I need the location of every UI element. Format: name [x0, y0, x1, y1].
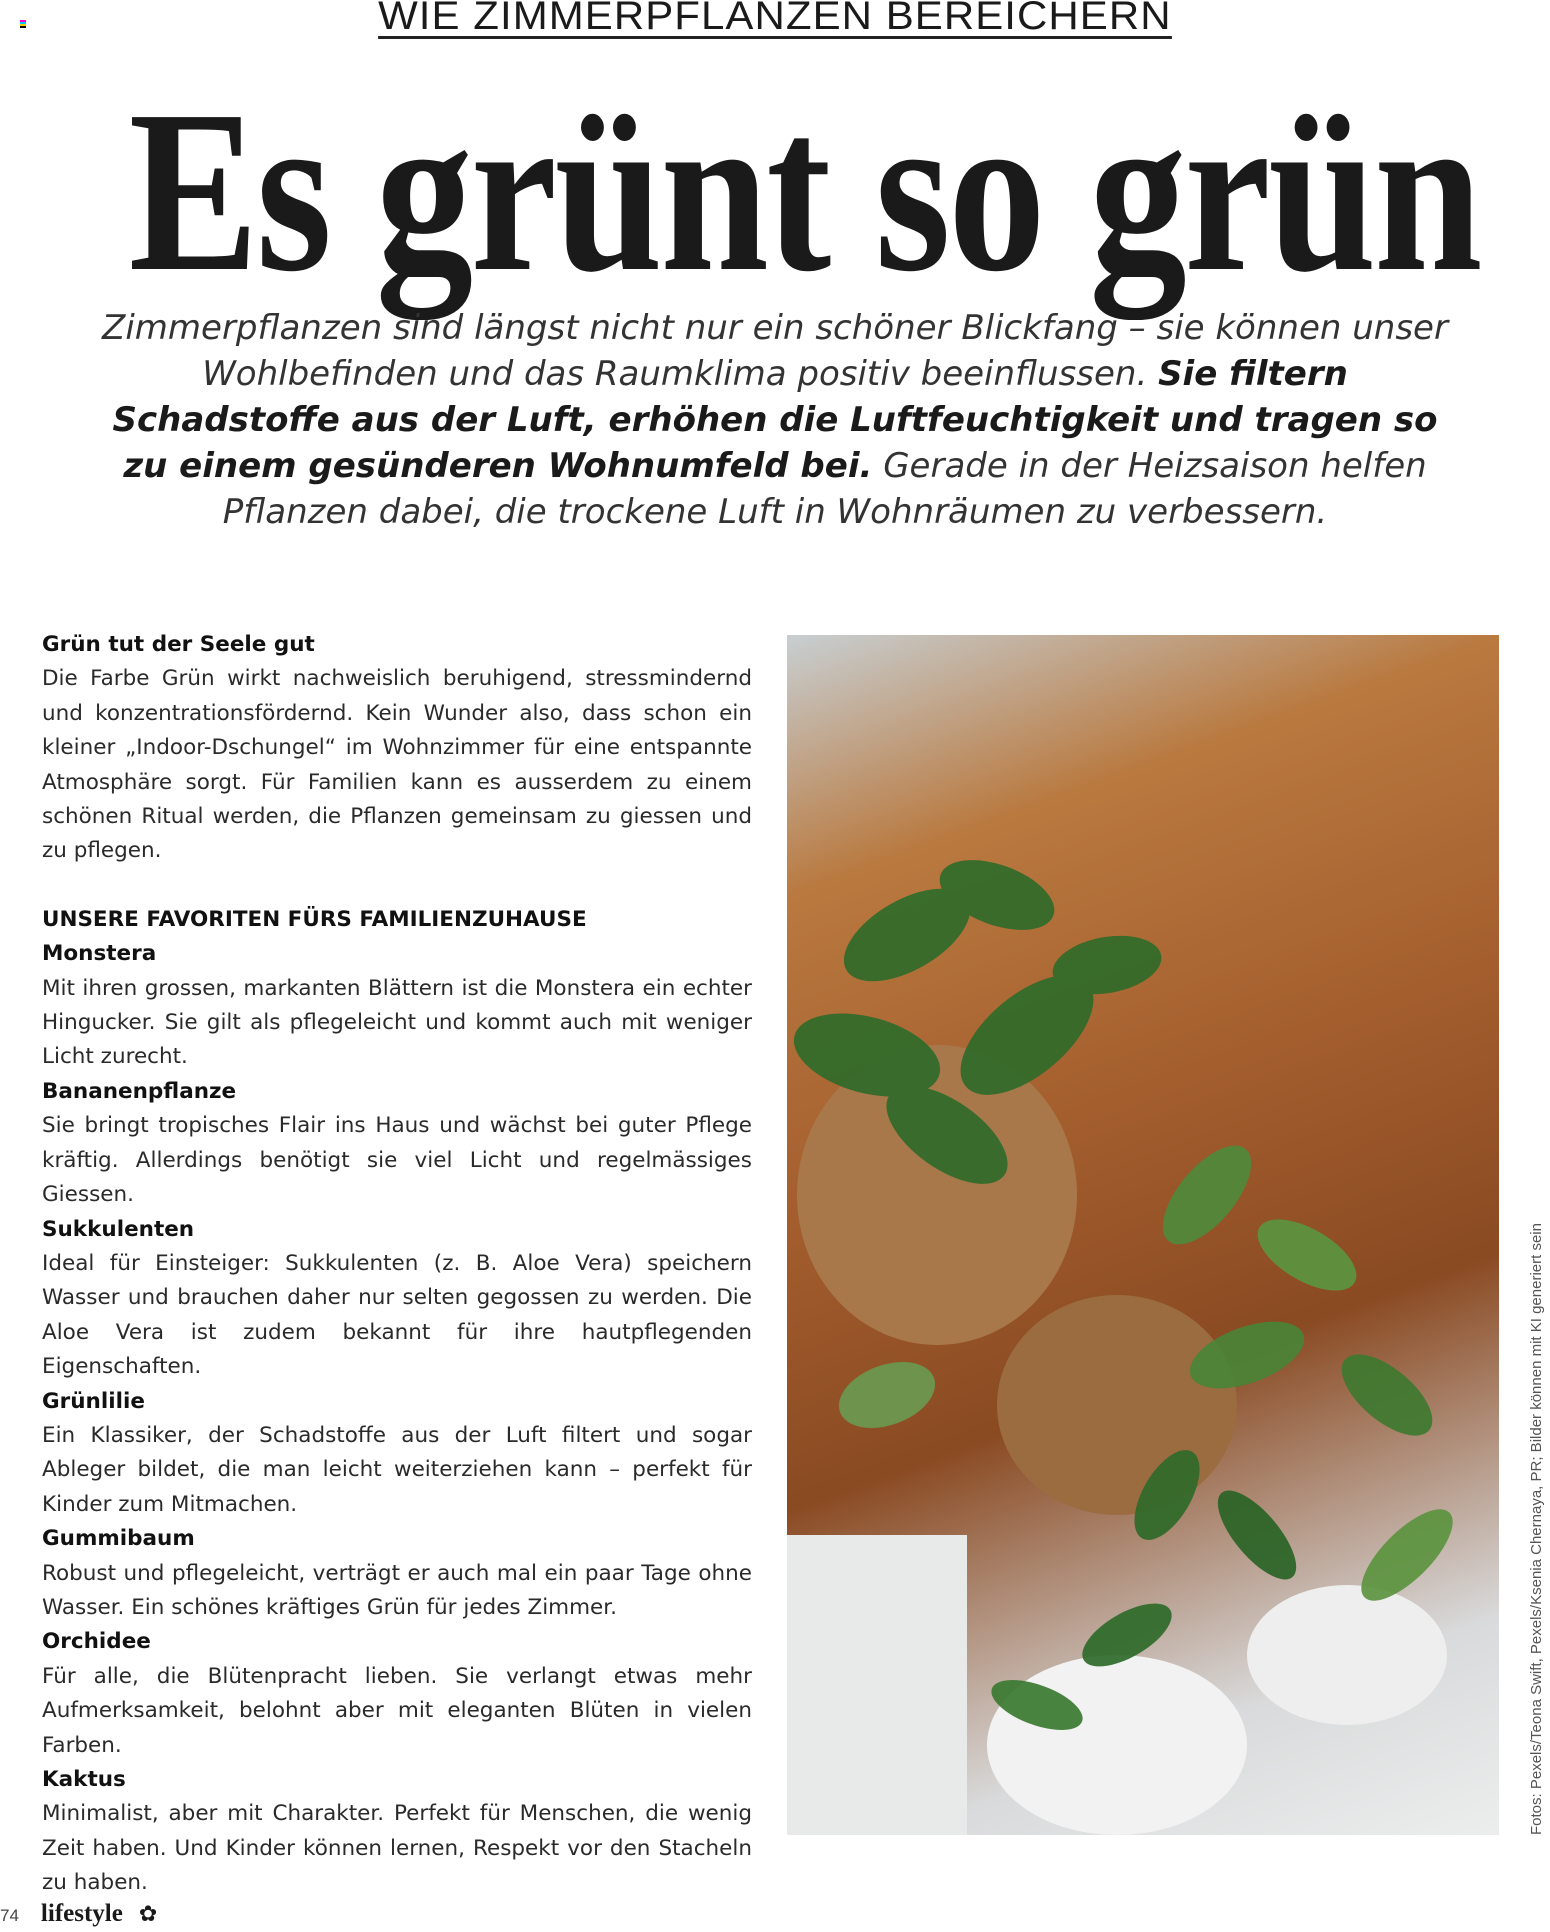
- favorites-heading: UNSERE FAVORITEN FÜRS FAMILIENZUHAUSE: [42, 906, 587, 932]
- brand-logo-icon: ✿: [138, 1902, 158, 1927]
- article-body: [42, 628, 752, 1901]
- magazine-brand: lifestyle: [40, 1900, 123, 1927]
- plant-description: Ideal für Einsteiger: Sukkulenten (z. B. Aloe Vera) speichern Wasser und brauchen daher nur selten gegossen zu werden. Die Aloe Vera ist zudem bekannt für ihre hautpflegenden Eigenschaften.: [42, 1250, 752, 1380]
- title-text: Es grünt so grün: [128, 63, 1480, 320]
- page-title: [0, 63, 1550, 320]
- intro-lead: [100, 305, 1450, 535]
- plant-name: Orchidee: [42, 1629, 151, 1655]
- plant-name: Monstera: [42, 941, 157, 967]
- plant-name: Gummibaum: [42, 1526, 195, 1552]
- plant-name: Kaktus: [42, 1767, 126, 1792]
- basket-pot: [797, 1045, 1077, 1345]
- intro-bold-text: Sie filtern Schadstoffe aus der Luft, erhöhen die Luftfeuchtigkeit und tragen so zu einem gesünderen Wohnumfeld bei.: [112, 354, 1438, 486]
- photo-credit: Fotos: Pexels/Teona Swift, Pexels/Ksenia Chernaya, PR; Bilder können mit KI generiert sein: [1528, 1223, 1545, 1835]
- plant-description: Sie bringt tropisches Flair ins Haus und wächst bei guter Pflege kräftig. Allerdings benötigt sie viel Licht und regelmässiges Giessen.: [42, 1113, 752, 1208]
- white-pot: [1247, 1585, 1447, 1725]
- section-paragraph: Die Farbe Grün wirkt nachweislich beruhigend, stressmindernd und konzentrationsfördernd. Kein Wunder also, dass schon ein kleiner „Indoor-Dschungel“ im Wohnzimmer für eine entspannte Atmosphäre sorgt. Für Familien kann es ausserdem zu einem schönen Ritual werden, die Pflanzen gemeinsam zu giessen und zu pflegen.: [42, 666, 752, 864]
- plants-illustration: [787, 635, 1499, 1835]
- intro-text: Zimmerpflanzen sind längst nicht nur ein schöner Blickfang – sie können unser Wohlbefinden und das Raumklima positiv beeinflussen.: [102, 308, 1448, 394]
- plant-description: Robust und pflegeleicht, verträgt er auch mal ein paar Tage ohne Wasser. Ein schönes kräftiges Grün für jedes Zimmer.: [42, 1560, 752, 1620]
- plants-photo: [787, 635, 1499, 1835]
- section-kicker: [0, 0, 1550, 39]
- plant-name: Grünlilie: [42, 1388, 145, 1414]
- intro-text-end: Gerade in der Heizsaison helfen Pflanzen dabei, die trockene Luft in Wohnräumen zu verbessern.: [222, 446, 1427, 532]
- plant-description: Mit ihren grossen, markanten Blättern ist die Monstera ein echter Hingucker. Sie gilt als pflegeleicht und kommt auch mit weniger Licht zurecht.: [42, 975, 752, 1070]
- plant-description: Minimalist, aber mit Charakter. Perfekt für Menschen, die wenig Zeit haben. Und Kinder können lernen, Respekt vor den Stacheln zu haben.: [42, 1801, 752, 1896]
- kicker-text: WIE ZIMMERPFLANZEN BEREICHERN: [378, 0, 1172, 39]
- section-heading: Grün tut der Seele gut: [42, 632, 315, 657]
- plant-name: Sukkulenten: [42, 1216, 195, 1242]
- page-number: 74: [0, 1906, 19, 1925]
- plant-description: Ein Klassiker, der Schadstoffe aus der Luft filtert und sogar Ableger bildet, die man leicht weiterziehen kann – perfekt für Kinder zum Mitmachen.: [42, 1422, 752, 1517]
- basket-pot: [997, 1295, 1237, 1515]
- page-footer: [0, 1900, 157, 1928]
- white-stand: [787, 1535, 967, 1835]
- plant-description: Für alle, die Blütenpracht lieben. Sie verlangt etwas mehr Aufmerksamkeit, belohnt aber mit eleganten Blüten in vielen Farben.: [42, 1663, 752, 1758]
- plant-name: Bananenpflanze: [42, 1078, 237, 1104]
